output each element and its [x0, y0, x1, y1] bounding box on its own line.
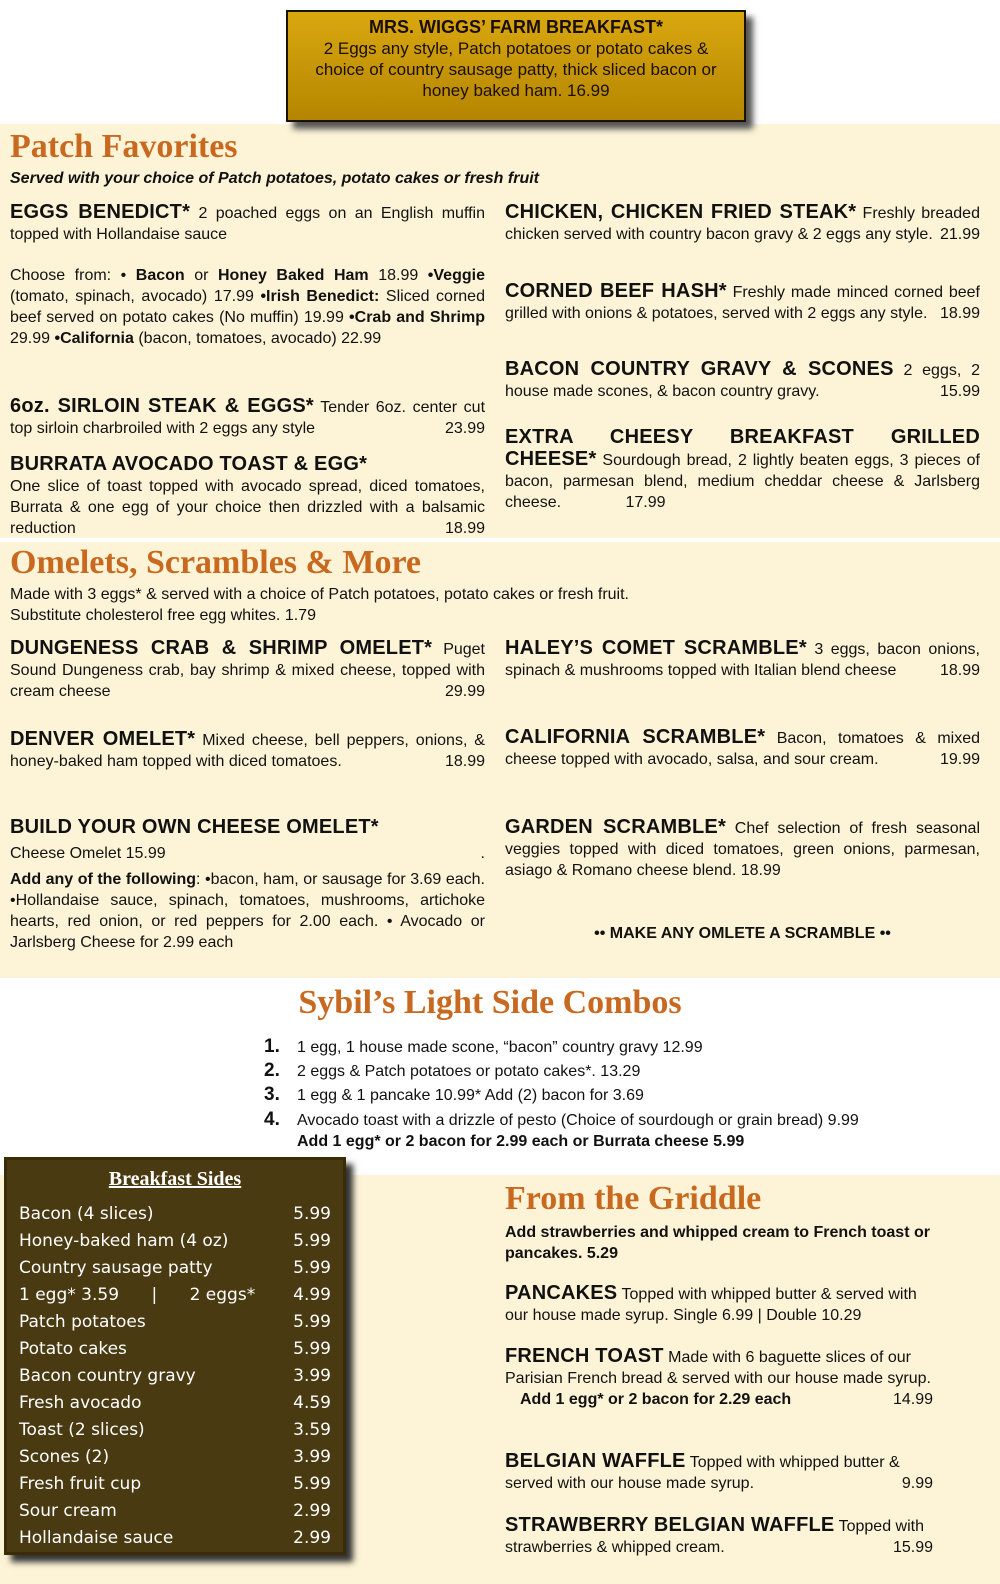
item-desc: Tender 6oz. center cut top sirloin charbroiled with 2 eggs any style — [10, 399, 486, 437]
item-name: CALIFORNIA SCRAMBLE* — [505, 726, 766, 748]
side-name: Honey-baked ham (4 oz) — [19, 1231, 229, 1251]
corned-beef-hash-item — [505, 281, 980, 324]
build-omelet-item — [10, 817, 485, 953]
item-price: 18.99 — [939, 662, 980, 679]
combo-item — [264, 1036, 703, 1059]
item-price: 21.99 — [939, 226, 980, 243]
ham-option: Honey Baked Ham — [218, 267, 369, 284]
pancakes-item — [505, 1283, 933, 1326]
crab-price: 29.99 — [10, 330, 51, 347]
ham-price: 18.99 — [378, 267, 419, 284]
banner-title: MRS. WIGGS’ FARM BREAKFAST* — [368, 17, 663, 37]
item-price: 18.99 — [444, 520, 485, 537]
item-price: 15.99 — [939, 383, 980, 400]
burrata-item — [10, 454, 485, 539]
patch-subtitle: Served with your choice of Patch potatoes, potato cakes or fresh fruit — [10, 170, 539, 187]
side-item — [19, 1258, 331, 1278]
item-desc: Mixed cheese, bell peppers, onions, & honey-baked ham topped with diced tomatoes. — [10, 732, 485, 770]
breakfast-sides-panel — [4, 1157, 346, 1555]
item-price: 18.99 — [444, 753, 485, 770]
scramble-note: •• MAKE ANY OMLETE A SCRAMBLE •• — [594, 925, 891, 942]
combo-extra: Add 1 egg* or 2 bacon for 2.99 each or Burrata cheese 5.99 — [297, 1133, 745, 1150]
side-name: Bacon country gravy — [19, 1366, 196, 1386]
dot-mark: . — [480, 845, 485, 862]
item-price: 23.99 — [444, 420, 485, 437]
item-name: CORNED BEEF HASH* — [505, 280, 727, 302]
side-item — [19, 1285, 331, 1305]
item-price: 18.99 — [740, 862, 781, 879]
grilled-cheese-item — [505, 427, 980, 513]
farm-breakfast-banner — [286, 10, 746, 122]
item-name: 6oz. SIRLOIN STEAK & EGGS* — [10, 395, 314, 417]
side-price: 4.99 — [293, 1285, 331, 1305]
item-desc: Chef selection of fresh seasonal veggies topped with diced tomatoes, green onions, parmesan, asiago & Romano cheese blend. — [505, 820, 981, 879]
irish-option: •Irish Benedict: — [260, 288, 380, 305]
omelets-sub2: Substitute cholesterol free egg whites. 1.79 — [10, 607, 316, 624]
side-price: 5.99 — [293, 1312, 331, 1332]
item-name: STRAWBERRY BELGIAN WAFFLE — [505, 1514, 835, 1536]
combo-item — [264, 1084, 644, 1107]
side-price: 3.99 — [293, 1366, 331, 1386]
banner-text: 2 Eggs any style, Patch potatoes or potato cakes & choice of country sausage patty, thick sliced bacon or honey baked ham. 16.99 — [315, 39, 717, 100]
california-scramble-item — [505, 727, 980, 770]
item-name: FRENCH TOAST — [505, 1345, 664, 1367]
side-name: Fresh avocado — [19, 1393, 142, 1413]
base-price: Cheese Omelet 15.99 — [10, 845, 166, 862]
item-desc: Topped with strawberries & whipped cream. — [505, 1518, 924, 1556]
eggs-benedict-item — [10, 202, 485, 349]
or-word: or — [194, 267, 209, 284]
side-item — [19, 1339, 331, 1359]
side-name: Fresh fruit cup — [19, 1474, 142, 1494]
side-price: 5.99 — [293, 1231, 331, 1251]
side-item — [19, 1393, 331, 1413]
add-label: Add any of the following — [10, 871, 197, 888]
strawberry-waffle-item — [505, 1515, 933, 1558]
item-price: 17.99 — [625, 494, 666, 511]
veggie-desc: (tomato, spinach, avocado) 17.99 — [10, 288, 254, 305]
side-price: 3.59 — [293, 1420, 331, 1440]
side-price: 5.99 — [293, 1204, 331, 1224]
side-item — [19, 1204, 331, 1224]
item-desc: Puget Sound Dungeness crab, bay shrimp & mixed cheese, topped with cream cheese — [10, 641, 485, 700]
item-name: BUILD YOUR OWN CHEESE OMELET* — [10, 816, 379, 838]
side-name: Sour cream — [19, 1501, 117, 1521]
haleys-scramble-item — [505, 638, 980, 681]
bacon-option: Bacon — [135, 267, 185, 284]
combo-item — [264, 1109, 859, 1132]
side-item — [19, 1474, 331, 1494]
item-extra: Add 1 egg* or 2 bacon for 2.29 each — [520, 1391, 792, 1408]
denver-omelet-item — [10, 729, 485, 772]
side-name: Scones (2) — [19, 1447, 110, 1467]
combo-text: 2 eggs & Patch potatoes or potato cakes*. 13.29 — [297, 1063, 641, 1080]
side-price: 2.99 — [293, 1501, 331, 1521]
side-price: 5.99 — [293, 1258, 331, 1278]
side-name: Country sausage patty — [19, 1258, 213, 1278]
side-name: Patch potatoes — [19, 1312, 146, 1332]
side-price: 5.99 — [293, 1474, 331, 1494]
sirloin-item — [10, 396, 485, 439]
side-item — [19, 1447, 331, 1467]
item-desc: Freshly breaded chicken served with country bacon gravy & 2 eggs any style. — [505, 205, 980, 243]
item-name: HALEY’S COMET SCRAMBLE* — [505, 637, 807, 659]
crab-omelet-item — [10, 638, 485, 702]
combo-item — [264, 1060, 640, 1083]
item-desc: Topped with whipped butter & served with our house made syrup. Single 6.99 | Double 10.29 — [505, 1286, 917, 1324]
griddle-subtitle: Add strawberries and whipped cream to French toast or pancakes. 5.29 — [505, 1224, 930, 1262]
bacon-gravy-scones-item — [505, 359, 980, 402]
sides-title: Breakfast Sides — [108, 1168, 242, 1190]
side-item — [19, 1501, 331, 1521]
item-name: EXTRA CHEESY BREAKFAST GRILLED CHEESE* — [505, 426, 980, 470]
side-price: 2.99 — [293, 1528, 331, 1548]
side-item — [19, 1366, 331, 1386]
item-name: DUNGENESS CRAB & SHRIMP OMELET* — [10, 637, 433, 659]
side-price: 3.99 — [293, 1447, 331, 1467]
choose-label: Choose from: • — [10, 267, 127, 284]
side-price: 4.59 — [293, 1393, 331, 1413]
item-name: EGGS BENEDICT* — [10, 201, 191, 223]
item-price: 19.99 — [939, 751, 980, 768]
item-name: PANCAKES — [505, 1282, 618, 1304]
california-option: •California — [54, 330, 134, 347]
item-price: 29.99 — [444, 683, 485, 700]
combos-title: Sybil’s Light Side Combos — [298, 984, 682, 1021]
item-name: BACON COUNTRY GRAVY & SCONES — [505, 358, 894, 380]
side-name: 1 egg* 3.59 | 2 eggs* — [19, 1285, 256, 1305]
item-name: CHICKEN, CHICKEN FRIED STEAK* — [505, 201, 857, 223]
veggie-option: •Veggie — [427, 267, 485, 284]
item-price: 14.99 — [892, 1391, 933, 1408]
omelets-title: Omelets, Scrambles & More — [10, 544, 422, 581]
side-item — [19, 1312, 331, 1332]
item-desc: 3 eggs, bacon onions, spinach & mushrooms topped with Italian blend cheese — [505, 641, 981, 679]
item-name: DENVER OMELET* — [10, 728, 196, 750]
item-desc: 2 poached eggs on an English muffin topped with Hollandaise sauce — [10, 205, 485, 243]
side-item — [19, 1231, 331, 1251]
item-name: BELGIAN WAFFLE — [505, 1450, 686, 1472]
item-price: 15.99 — [892, 1539, 933, 1556]
chicken-fried-steak-item — [505, 202, 980, 245]
combo-number: 3. — [264, 1084, 280, 1105]
combo-text: 1 egg, 1 house made scone, “bacon” country gravy 12.99 — [297, 1039, 703, 1056]
omelets-subtitle — [10, 584, 629, 626]
garden-scramble-item — [505, 817, 980, 881]
griddle-title: From the Griddle — [505, 1180, 762, 1217]
item-desc: Made with 6 baguette slices of our Parisian French bread & served with our house made syrup. — [505, 1349, 931, 1387]
item-name: BURRATA AVOCADO TOAST & EGG* — [10, 453, 368, 475]
item-desc: 2 eggs, 2 house made scones, & bacon country gravy. — [505, 362, 981, 400]
combo-number: 2. — [264, 1060, 280, 1081]
item-desc: Topped with whipped butter & served with our house made syrup. — [505, 1454, 900, 1492]
item-desc: One slice of toast topped with avocado spread, diced tomatoes, Burrata & one egg of your choice then drizzled with a balsamic reduction — [10, 478, 485, 537]
combo-number: 1. — [264, 1036, 280, 1057]
omelets-sub1: Made with 3 eggs* & served with a choice of Patch potatoes, potato cakes or fresh fruit. — [10, 586, 629, 603]
item-price: 9.99 — [901, 1475, 933, 1492]
side-item — [19, 1528, 331, 1548]
california-desc: (bacon, tomatoes, avocado) 22.99 — [138, 330, 382, 347]
item-desc: Bacon, tomatoes & mixed cheese topped with avocado, salsa, and sour cream. — [505, 730, 981, 768]
belgian-waffle-item — [505, 1451, 933, 1494]
patch-favorites-title: Patch Favorites — [10, 128, 238, 165]
side-name: Hollandaise sauce — [19, 1528, 174, 1548]
item-desc: Sourdough bread, 2 lightly beaten eggs, 3 pieces of bacon, parmesan blend, medium cheddar cheese & Jarlsberg cheese. — [505, 452, 980, 511]
crab-option: •Crab and Shrimp — [349, 309, 485, 326]
item-name: GARDEN SCRAMBLE* — [505, 816, 726, 838]
add-desc: : •bacon, ham, or sausage for 3.69 each. •Hollandaise sauce, spinach, tomatoes, mushrooms, artichoke hearts, red onion, or red peppers for 2.00 each. • Avocado or Jarlsberg Cheese for 2.99 each — [10, 871, 485, 951]
side-name: Bacon (4 slices) — [19, 1204, 154, 1224]
combo-text: 1 egg & 1 pancake 10.99* Add (2) bacon for 3.69 — [297, 1087, 644, 1104]
french-toast-item — [505, 1346, 933, 1410]
combo-text: Avocado toast with a drizzle of pesto (Choice of sourdough or grain bread) 9.99 — [297, 1112, 859, 1129]
combo-number: 4. — [264, 1109, 280, 1130]
side-name: Toast (2 slices) — [19, 1420, 145, 1440]
item-desc: Freshly made minced corned beef grilled with onions & potatoes, served with 2 eggs any style. — [505, 284, 980, 322]
item-price: 18.99 — [939, 305, 980, 322]
side-item — [19, 1420, 331, 1440]
side-price: 5.99 — [293, 1339, 331, 1359]
irish-desc: Sliced corned beef served on potato cakes (No muffin) 19.99 — [10, 288, 485, 326]
side-name: Potato cakes — [19, 1339, 127, 1359]
